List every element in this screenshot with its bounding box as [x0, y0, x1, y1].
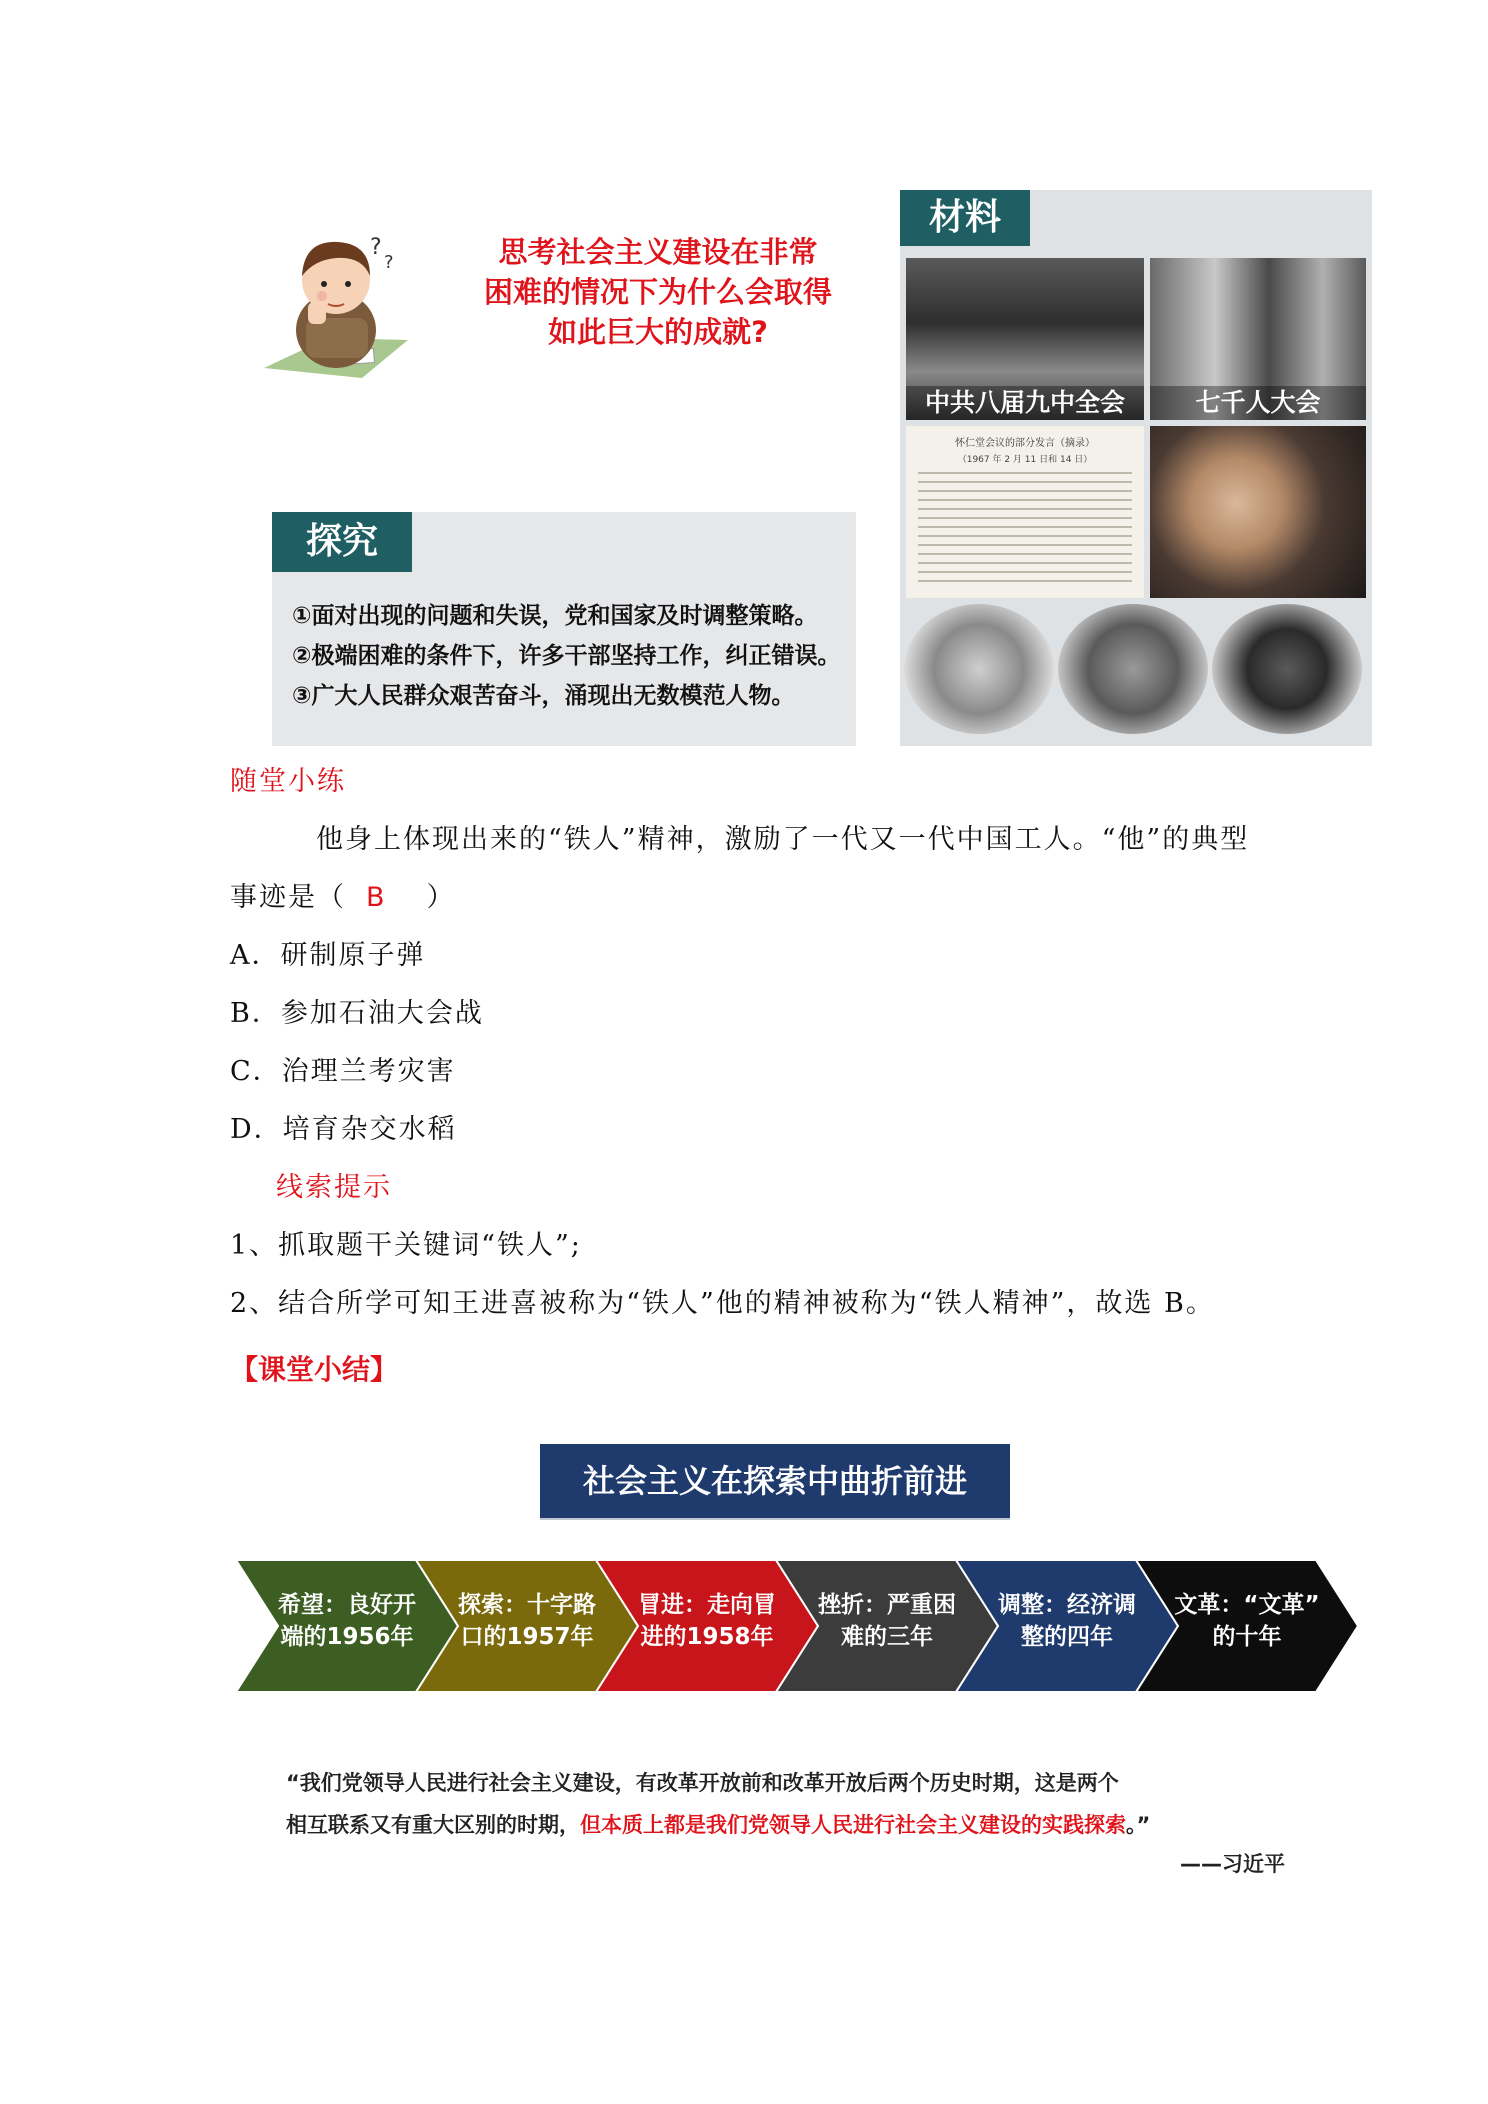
photo-seven-thousand-conference [1150, 258, 1366, 420]
svg-text:?: ? [370, 235, 382, 260]
timeline-stage-label: 端的1956年 [280, 1624, 414, 1650]
option-a: A．研制原子弹 [230, 940, 426, 971]
timeline-stage-label: 探索：十字路 [458, 1592, 596, 1618]
hint-item: 2、结合所学可知王进喜被称为“铁人”他的精神被称为“铁人精神”，故选 B。 [230, 1288, 1215, 1319]
photo-caption: 中共八届九中全会 [906, 386, 1144, 420]
quote-end: 。” [1126, 1813, 1151, 1837]
timeline-stage-label: 希望：良好开 [278, 1592, 416, 1618]
timeline-arrow [236, 1560, 1366, 1692]
question-suffix: ） [426, 882, 456, 913]
quote-author: ——习近平 [1180, 1852, 1285, 1876]
question-answer-line [230, 878, 456, 918]
exercise-heading: 随堂小练 [230, 766, 346, 797]
photo-caption: 七千人大会 [1150, 386, 1366, 420]
material-panel [900, 190, 1372, 746]
portrait-jiao-yulu [1212, 604, 1362, 734]
timeline-stage-label: 挫折：严重困 [818, 1592, 956, 1618]
document-title: 怀仁堂会议的部分发言（摘录） [955, 438, 1095, 449]
question-text: 他身上体现出来的“铁人”精神，激励了一代又一代中国工人。“他”的典型 [316, 824, 1250, 855]
timeline-stage-label: 进的1958年 [640, 1624, 774, 1650]
thinking-child-icon [258, 218, 426, 386]
hint-heading: 线索提示 [276, 1172, 392, 1203]
hint-item: 1、抓取题干关键词“铁人”; [230, 1230, 582, 1261]
thinking-question [448, 232, 868, 352]
quote-line [286, 1804, 1296, 1846]
explore-tab: 探究 [272, 512, 412, 572]
quote-line: “我们党领导人民进行社会主义建设，有改革开放前和改革开放后两个历史时期，这是两个 [286, 1771, 1119, 1795]
timeline-stage-label: 文革：“文革” [1174, 1592, 1320, 1618]
explore-item: ②极端困难的条件下，许多干部坚持工作，纠正错误。 [292, 643, 841, 669]
timeline-stage-label: 难的三年 [841, 1624, 933, 1650]
photo-zhou-enlai [1150, 426, 1366, 598]
document-text-lines [918, 472, 1132, 588]
quote [286, 1762, 1296, 1846]
answer-value: B [366, 882, 387, 913]
timeline-stage-label: 的十年 [1212, 1624, 1282, 1650]
portrait-wang-jinxi [904, 604, 1054, 734]
timeline-stage-label: 冒进：走向冒 [638, 1592, 776, 1618]
timeline-title: 社会主义在探索中曲折前进 [540, 1444, 1010, 1518]
material-tab: 材料 [900, 190, 1030, 246]
portrait-lei-feng [1058, 604, 1208, 734]
thinking-question-line: 如此巨大的成就? [548, 315, 768, 349]
photo-ninth-plenum [906, 258, 1144, 420]
quote-text: 相互联系又有重大区别的时期， [286, 1813, 580, 1837]
timeline-stage-label: 整的四年 [1021, 1624, 1113, 1650]
thinking-question-line: 思考社会主义建设在非常 [498, 235, 818, 269]
explore-list [292, 596, 852, 716]
explore-item: ③广大人民群众艰苦奋斗，涌现出无数模范人物。 [292, 683, 795, 709]
document-excerpt [906, 426, 1144, 598]
svg-text:?: ? [384, 252, 394, 273]
thinking-question-line: 困难的情况下为什么会取得 [483, 275, 832, 309]
option-d: D．培育杂交水稻 [230, 1114, 457, 1145]
timeline-stage-label: 口的1957年 [460, 1624, 594, 1650]
timeline-stage-label: 调整：经济调 [998, 1592, 1136, 1618]
quote-emphasis: 但本质上都是我们党领导人民进行社会主义建设的实践探索 [580, 1813, 1126, 1837]
question-prefix: 事迹是（ [230, 882, 346, 913]
explore-item: ①面对出现的问题和失误，党和国家及时调整策略。 [292, 603, 818, 629]
thinking-child-illustration [258, 218, 426, 386]
option-b: B．参加石油大会战 [230, 998, 484, 1029]
summary-heading: 【课堂小结】 [230, 1353, 399, 1386]
option-c: C．治理兰考灾害 [230, 1056, 456, 1087]
document-date: （1967 年 2 月 11 日和 14 日） [957, 455, 1093, 465]
